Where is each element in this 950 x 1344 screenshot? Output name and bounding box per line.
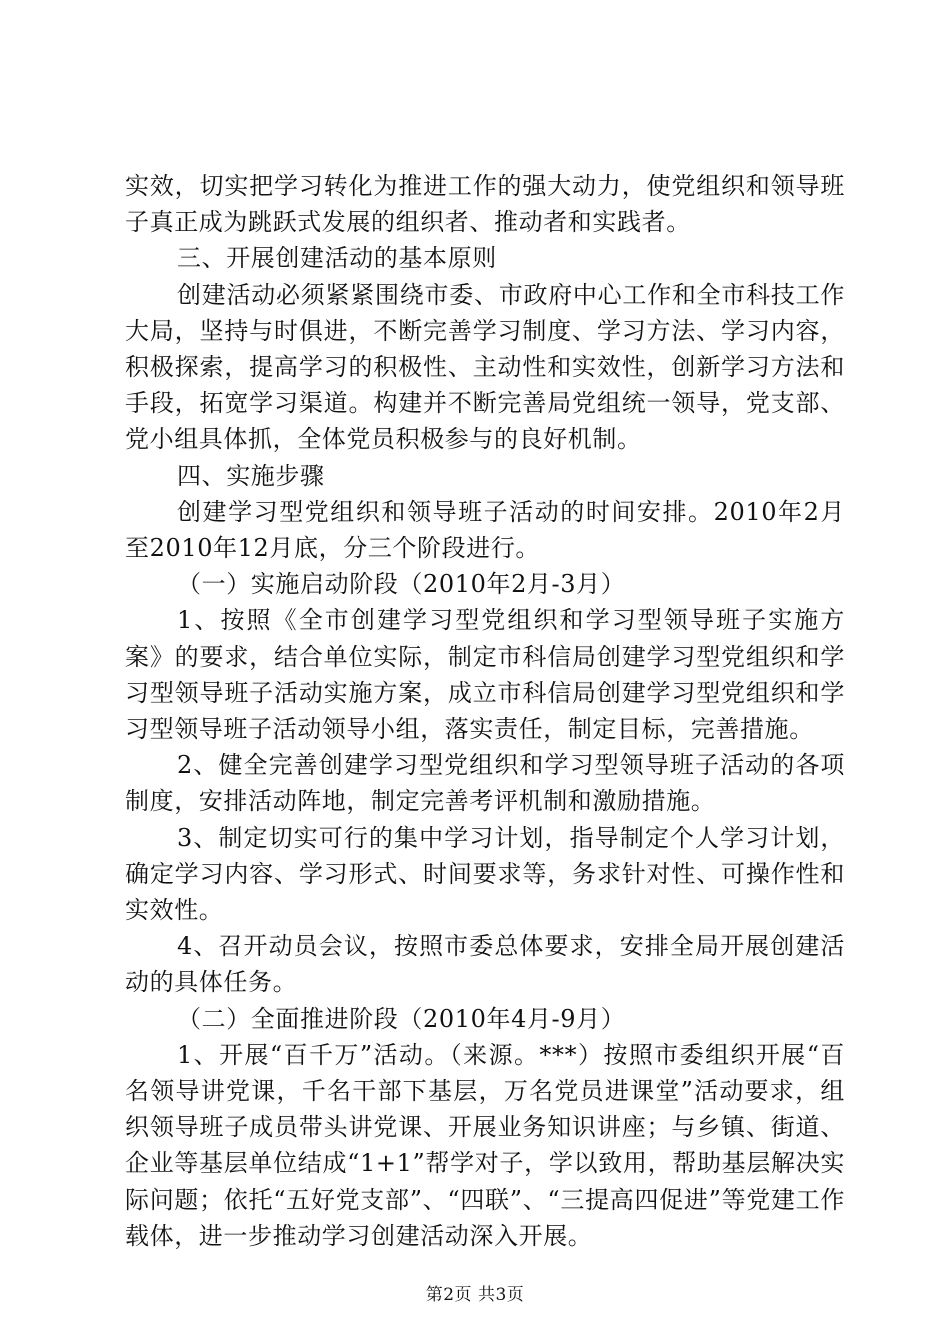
paragraph-phase-one-item-2: 2、健全完善创建学习型党组织和学习型领导班子活动的各项制度，安排活动阵地，制定完善考评机制和激励措施。 [125, 751, 845, 816]
section-heading-steps: 四、实施步骤 [177, 461, 325, 490]
paragraph-schedule: 创建学习型党组织和领导班子活动的时间安排。2010年2月至2010年12月底，分三个阶段进行。 [125, 497, 845, 563]
page-number-footer: 第2页 共3页 [425, 1285, 525, 1305]
paragraph-principles: 创建活动必须紧紧围绕市委、市政府中心工作和全市科技工作大局，坚持与时俱进，不断完善学习制度、学习方法、学习内容，积极探索，提高学习的积极性、主动性和实效性，创新学习方法和手段，拓宽学习渠道。构建并不断完善局党组统一领导，党支部、党小组具体抓，全体党员积极参与的良好机制。 [125, 280, 845, 454]
sub-heading-phase-two: （二）全面推进阶段（2010年4月-9月） [177, 1004, 626, 1033]
document-body [125, 168, 845, 1254]
paragraph-phase-two-item-1: 1、开展“百千万”活动。（来源。***）按照市委组织开展“百名领导讲党课，千名干部下基层，万名党员进课堂”活动要求，组织领导班子成员带头讲党课、开展业务知识讲座；与乡镇、街道、企业等基层单位结成“1+1”帮学对子，学以致用，帮助基层解决实际问题；依托“五好党支部”、“四联”、“三提高四促进”等党建工作载体，进一步推动学习创建活动深入开展。 [125, 1040, 845, 1250]
sub-heading-phase-one: （一）实施启动阶段（2010年2月-3月） [177, 570, 626, 599]
paragraph-phase-one-item-3: 3、制定切实可行的集中学习计划，指导制定个人学习计划，确定学习内容、学习形式、时间要求等，务求针对性、可操作性和实效性。 [125, 823, 845, 925]
paragraph-continuation: 实效，切实把学习转化为推进工作的强大动力，使党组织和领导班子真正成为跳跃式发展的组织者、推动者和实践者。 [125, 172, 845, 237]
paragraph-phase-one-item-1: 1、按照《全市创建学习型党组织和学习型领导班子实施方案》的要求，结合单位实际，制定市科信局创建学习型党组织和学习型领导班子活动实施方案，成立市科信局创建学习型党组织和学习型领导班子活动领导小组，落实责任，制定目标，完善措施。 [125, 606, 845, 744]
paragraph-phase-one-item-4: 4、召开动员会议，按照市委总体要求，安排全局开展创建活动的具体任务。 [125, 932, 845, 997]
section-heading-principles: 三、开展创建活动的基本原则 [177, 244, 497, 273]
